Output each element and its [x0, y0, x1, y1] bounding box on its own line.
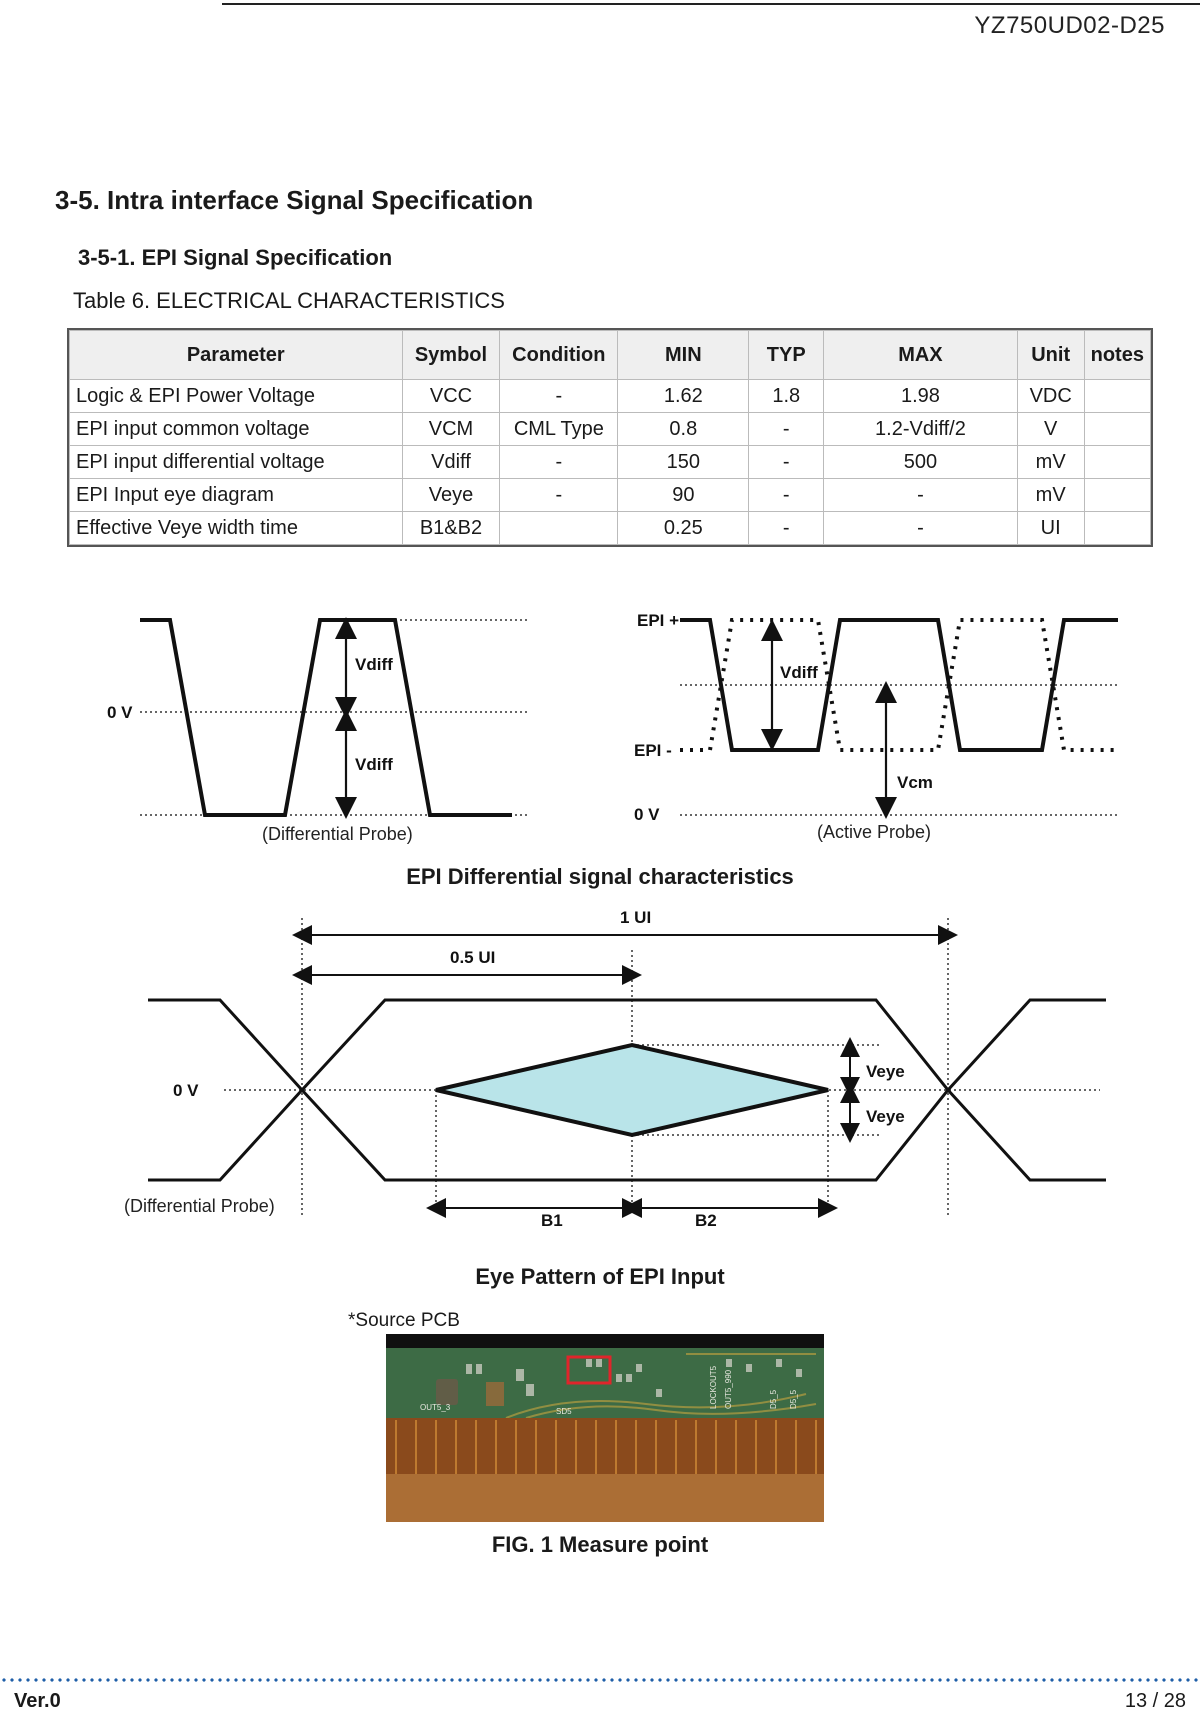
source-pcb-photo [386, 1334, 824, 1522]
label-1ui: 1 UI [620, 908, 652, 927]
table-caption: Table 6. ELECTRICAL CHARACTERISTICS [73, 288, 505, 313]
table-header-row [70, 331, 1151, 380]
page-number: 13 / 28 [1124, 1690, 1186, 1712]
measure-point-title: FIG. 1 Measure point [491, 1532, 709, 1557]
table-cell: 0.25 [618, 512, 749, 545]
table-cell: VDC [1017, 380, 1084, 413]
table-cell: mV [1017, 446, 1084, 479]
table-cell: Effective Veye width time [70, 512, 403, 545]
table-row [70, 512, 1151, 545]
label-veye-bottom: Veye [866, 1107, 905, 1126]
column-header: Symbol [402, 331, 500, 380]
table-cell [1084, 479, 1150, 512]
table-cell: - [749, 479, 824, 512]
probe-label-left: (Differential Probe) [262, 824, 413, 844]
column-header: MAX [824, 331, 1018, 380]
probe-label-eye: (Differential Probe) [124, 1196, 275, 1216]
svg-text:D5_5: D5_5 [789, 1389, 798, 1409]
table-cell: VCM [402, 413, 500, 446]
table-cell: 1.8 [749, 380, 824, 413]
table-row [70, 479, 1151, 512]
table-cell: - [824, 479, 1018, 512]
table-cell: VCC [402, 380, 500, 413]
column-header: Unit [1017, 331, 1084, 380]
label-b2: B2 [695, 1211, 717, 1230]
table-cell: CML Type [500, 413, 618, 446]
eye-pattern-title: Eye Pattern of EPI Input [475, 1264, 725, 1289]
version-label: Ver.0 [14, 1690, 61, 1712]
table-cell [500, 512, 618, 545]
table-cell: - [749, 413, 824, 446]
table-cell: EPI input differential voltage [70, 446, 403, 479]
table-cell: UI [1017, 512, 1084, 545]
subsection-title: 3-5-1. EPI Signal Specification [78, 245, 393, 270]
table-cell: 150 [618, 446, 749, 479]
differential-figure-title: EPI Differential signal characteristics [406, 864, 794, 889]
table-cell [1084, 512, 1150, 545]
table-cell: Veye [402, 479, 500, 512]
table-cell: mV [1017, 479, 1084, 512]
table-cell: - [824, 512, 1018, 545]
section-title: 3-5. Intra interface Signal Specification [55, 185, 534, 215]
probe-label-right: (Active Probe) [817, 822, 932, 842]
label-0v-eye: 0 V [173, 1081, 199, 1100]
table-cell: 1.2-Vdiff/2 [824, 413, 1018, 446]
table-cell: 90 [618, 479, 749, 512]
label-epi-minus: EPI - [634, 741, 672, 760]
table-cell: 1.62 [618, 380, 749, 413]
label-vdiff-bottom: Vdiff [355, 755, 393, 774]
svg-text:OUT5_990: OUT5_990 [724, 1369, 733, 1409]
label-vcm: Vcm [897, 773, 933, 792]
eye-pattern-diagram [148, 918, 1106, 1215]
column-header: notes [1084, 331, 1150, 380]
table-cell: B1&B2 [402, 512, 500, 545]
table-cell: - [500, 446, 618, 479]
table-cell [1084, 446, 1150, 479]
header-rule [222, 3, 1200, 5]
footer-rule [0, 1678, 1200, 1682]
label-b1: B1 [541, 1211, 563, 1230]
table-cell: 500 [824, 446, 1018, 479]
differential-waveform-left [140, 620, 528, 815]
column-header: MIN [618, 331, 749, 380]
label-0v-left: 0 V [107, 703, 133, 722]
table-cell: EPI input common voltage [70, 413, 403, 446]
table-cell [1084, 413, 1150, 446]
table-cell: V [1017, 413, 1084, 446]
table-cell: 1.98 [824, 380, 1018, 413]
svg-text:LOCKOUT5: LOCKOUT5 [709, 1365, 718, 1409]
active-probe-waveform-right [680, 620, 1118, 815]
table-row [70, 446, 1151, 479]
electrical-characteristics-table [69, 330, 1151, 545]
label-veye-top: Veye [866, 1062, 905, 1081]
label-vdiff-right: Vdiff [780, 663, 818, 682]
source-pcb-label: *Source PCB [348, 1310, 460, 1331]
svg-text:D5_5: D5_5 [769, 1389, 778, 1409]
table-cell: - [749, 446, 824, 479]
table-cell: - [500, 380, 618, 413]
table-row [70, 380, 1151, 413]
label-0v-right: 0 V [634, 805, 660, 824]
table-cell: EPI Input eye diagram [70, 479, 403, 512]
table-cell: 0.8 [618, 413, 749, 446]
table-cell: Vdiff [402, 446, 500, 479]
eye-opening [436, 1045, 828, 1135]
label-0-5ui: 0.5 UI [450, 948, 496, 967]
table-cell: - [749, 512, 824, 545]
column-header: Condition [500, 331, 618, 380]
table-cell [1084, 380, 1150, 413]
svg-text:SD5: SD5 [556, 1407, 572, 1416]
table-cell: Logic & EPI Power Voltage [70, 380, 403, 413]
column-header: Parameter [70, 331, 403, 380]
document-id: YZ750UD02-D25 [974, 12, 1165, 39]
column-header: TYP [749, 331, 824, 380]
svg-text:OUT5_3: OUT5_3 [420, 1403, 451, 1412]
table-row [70, 413, 1151, 446]
table-cell: - [500, 479, 618, 512]
label-vdiff-top: Vdiff [355, 655, 393, 674]
label-epi-plus: EPI + [637, 611, 680, 630]
